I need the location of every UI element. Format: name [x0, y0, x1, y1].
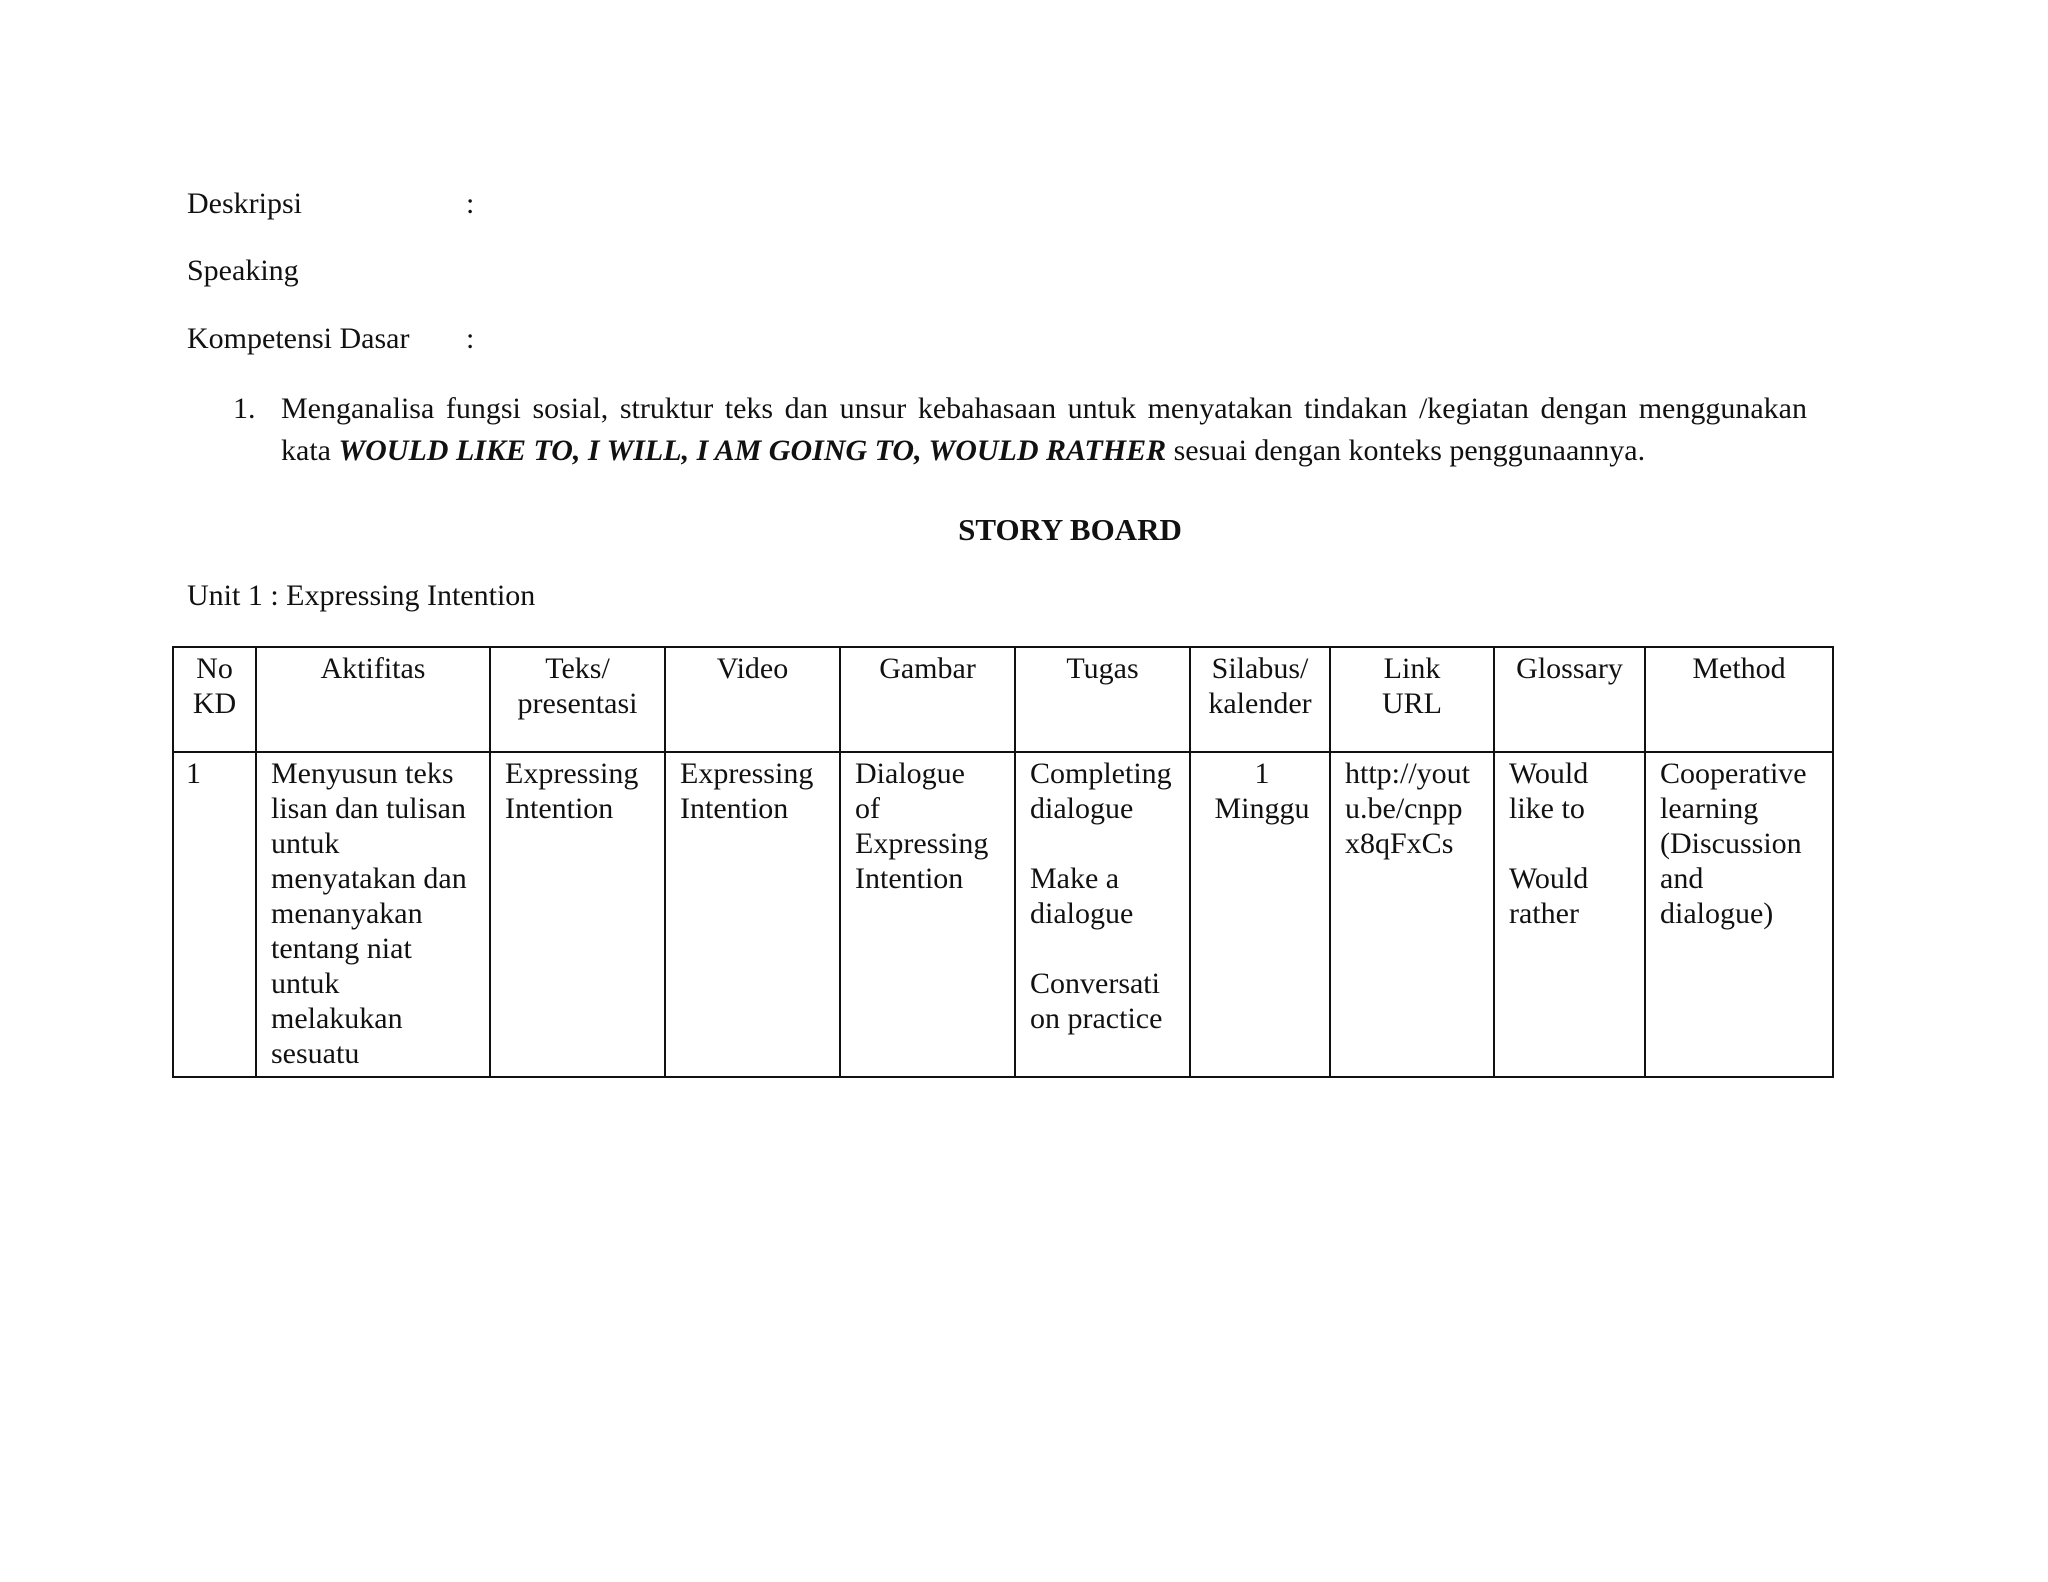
cell-text: Minggu: [1214, 792, 1310, 825]
header-method: [1645, 647, 1833, 752]
cell-text: tentang niat: [271, 932, 412, 965]
header-no-kd: [173, 647, 256, 752]
cell-text: lisan dan tulisan: [271, 792, 466, 825]
header-tugas: [1015, 647, 1190, 752]
cell-text: Intention: [855, 862, 964, 895]
cell-text: Expressing: [505, 757, 639, 790]
header-text: URL: [1382, 687, 1442, 720]
cell-method: [1645, 752, 1833, 1077]
cell-text: rather: [1509, 897, 1579, 930]
deskripsi-label: Deskripsi: [187, 187, 302, 220]
cell-text: x8qFxCs: [1345, 827, 1454, 860]
objective-paragraph: [281, 388, 1807, 472]
cell-text: and: [1660, 862, 1704, 895]
table-header-row: [173, 647, 1833, 752]
cell-glossary: [1494, 752, 1645, 1077]
header-text: kalender: [1208, 687, 1312, 720]
cell-text: dialogue: [1030, 897, 1134, 930]
cell-tugas: [1015, 752, 1190, 1077]
header-text: Tugas: [1066, 652, 1139, 685]
cell-text: menyatakan dan: [271, 862, 467, 895]
cell-video: [665, 752, 840, 1077]
header-gambar: [840, 647, 1015, 752]
table-row: [173, 752, 1833, 1077]
cell-text: Menyusun teks: [271, 757, 454, 790]
cell-text: like to: [1509, 792, 1585, 825]
cell-text: Expressing: [855, 827, 989, 860]
header-video: [665, 647, 840, 752]
kompetensi-dasar-colon: :: [466, 322, 475, 355]
cell-text: dialogue): [1660, 897, 1774, 930]
cell-text: Would: [1509, 862, 1589, 895]
cell-text: (Discussion: [1660, 827, 1802, 860]
cell-text: untuk: [271, 827, 340, 860]
cell-text: of: [855, 792, 880, 825]
cell-text: Expressing: [680, 757, 814, 790]
header-silabus: [1190, 647, 1330, 752]
cell-text: Dialogue: [855, 757, 965, 790]
header-glossary: [1494, 647, 1645, 752]
header-link: [1330, 647, 1494, 752]
cell-gap: [1509, 826, 1634, 861]
cell-text: Intention: [505, 792, 614, 825]
header-text: Video: [716, 652, 789, 685]
header-aktifitas: [256, 647, 490, 752]
cell-text: sesuatu: [271, 1037, 360, 1070]
cell-aktifitas: [256, 752, 490, 1077]
cell-text: u.be/cnpp: [1345, 792, 1463, 825]
cell-text: Intention: [680, 792, 789, 825]
header-teks: [490, 647, 665, 752]
cell-text: menanyakan: [271, 897, 423, 930]
header-text: Link: [1383, 652, 1441, 685]
cell-gambar: [840, 752, 1015, 1077]
objective-text-before: Menganalisa fungsi sosial, struktur teks dan unsur kebahasaan untuk menyatakan tindakan /kegiatan dengan menggunakan kata: [281, 392, 1807, 467]
page-title: STORY BOARD: [958, 512, 1182, 547]
header-text: No: [196, 652, 233, 685]
cell-text: Completing: [1030, 757, 1172, 790]
unit-heading: Unit 1 : Expressing Intention: [187, 579, 536, 612]
cell-text: 1: [1254, 757, 1270, 790]
objective-number: 1.: [233, 392, 256, 425]
cell-text: Would: [1509, 757, 1589, 790]
cell-text: Make a: [1030, 862, 1120, 895]
cell-text: dialogue: [1030, 792, 1134, 825]
cell-gap: [1030, 826, 1179, 861]
header-text: Teks/: [545, 652, 610, 685]
header-text: Glossary: [1516, 652, 1623, 685]
cell-gap: [1030, 931, 1179, 966]
storyboard-table: [172, 646, 1834, 1078]
cell-text: http://yout: [1345, 757, 1471, 790]
speaking-label: Speaking: [187, 254, 299, 287]
cell-text: on practice: [1030, 1002, 1163, 1035]
objective-emphasis: WOULD LIKE TO, I WILL, I AM GOING TO, WOULD RATHER: [338, 434, 1167, 467]
objective-text-after: sesuai dengan konteks penggunaannya.: [1166, 434, 1646, 467]
cell-no-kd: 1: [173, 752, 256, 1077]
cell-link: [1330, 752, 1494, 1077]
cell-text: melakukan: [271, 1002, 403, 1035]
cell-teks: [490, 752, 665, 1077]
header-text: presentasi: [517, 687, 638, 720]
header-text: Silabus/: [1211, 652, 1309, 685]
header-text: KD: [192, 687, 237, 720]
cell-text: learning: [1660, 792, 1759, 825]
cell-text: untuk: [271, 967, 340, 1000]
header-text: Gambar: [879, 652, 976, 685]
cell-text: Cooperative: [1660, 757, 1807, 790]
header-text: Method: [1692, 652, 1786, 685]
cell-silabus: [1190, 752, 1330, 1077]
cell-text: Conversati: [1030, 967, 1160, 1000]
deskripsi-colon: :: [466, 187, 475, 220]
kompetensi-dasar-label: Kompetensi Dasar: [187, 322, 410, 355]
header-text: Aktifitas: [320, 652, 426, 685]
